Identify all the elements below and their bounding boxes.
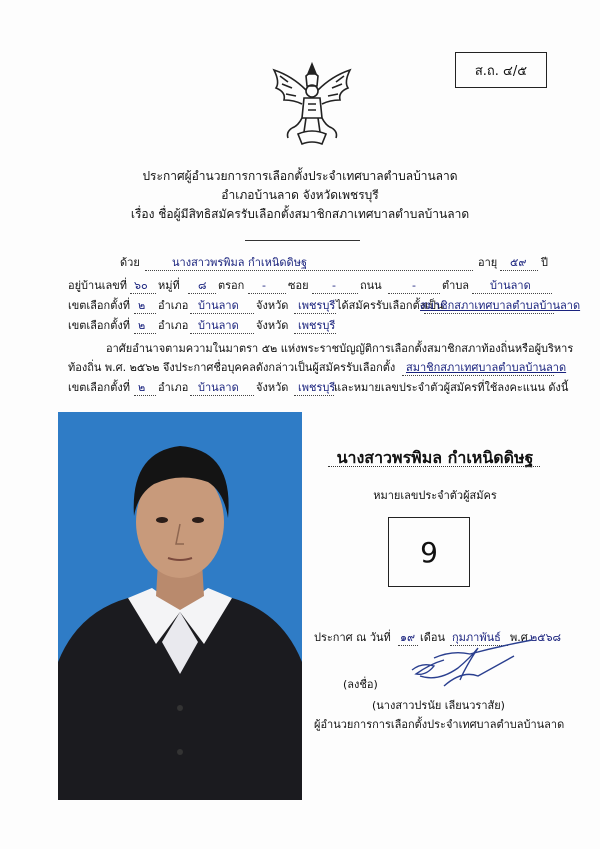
form-code: ส.ถ. ๔/๕ bbox=[474, 63, 528, 79]
dotted-line bbox=[294, 333, 336, 334]
dotted-line bbox=[190, 333, 254, 334]
zone-label: เขตเลือกตั้งที่ bbox=[68, 299, 130, 312]
dotted-line bbox=[145, 270, 473, 271]
announce-day: ๑๙ bbox=[400, 631, 416, 644]
year-label: ปี bbox=[541, 256, 548, 269]
legal-basis-line-1: อาศัยอำนาจตามความในมาตรา ๕๒ แห่งพระราชบัญญัติการเลือกตั้งสมาชิกสภาท้องถิ่นหรือผู้บริหาร bbox=[106, 342, 574, 355]
trok: - bbox=[262, 279, 266, 292]
dotted-line bbox=[402, 375, 554, 376]
house-no: ๖๐ bbox=[134, 279, 148, 292]
dotted-line bbox=[190, 313, 254, 314]
amphoe: บ้านลาด bbox=[198, 381, 239, 394]
dotted-line bbox=[134, 395, 156, 396]
province-label: จังหวัด bbox=[256, 381, 289, 394]
dotted-line bbox=[130, 293, 156, 294]
amphoe-label: อำเภอ bbox=[158, 299, 189, 312]
announce-date-prefix: ประกาศ ณ วันที่ bbox=[314, 631, 391, 644]
dotted-line bbox=[188, 293, 216, 294]
dotted-line bbox=[328, 466, 540, 467]
candidate-number-caption: หมายเลขประจำตัวผู้สมัคร bbox=[373, 489, 497, 502]
header-divider bbox=[245, 240, 360, 241]
dotted-line bbox=[294, 313, 336, 314]
dotted-line bbox=[472, 293, 552, 294]
zone: ๒ bbox=[138, 381, 146, 394]
candidate-name: นางสาวพรพิมล กำเหนิดดิษฐ bbox=[336, 448, 534, 467]
garuda-emblem-icon bbox=[262, 56, 362, 156]
dotted-line bbox=[388, 293, 440, 294]
signer-name: (นางสาวปรนัย เลียนวราสัย) bbox=[372, 699, 505, 712]
header-subject: เรื่อง ชื่อผู้มีสิทธิสมัครรับเลือกตั้งสมาชิกสภาเทศบาลตำบลบ้านลาด bbox=[130, 207, 470, 221]
signer-title: ผู้อำนวยการการเลือกตั้งประจำเทศบาลตำบลบ้านลาด bbox=[314, 718, 565, 731]
announce-year: ๒๕๖๘ bbox=[530, 631, 562, 644]
dotted-line bbox=[248, 293, 286, 294]
amphoe: บ้านลาด bbox=[198, 299, 239, 312]
amphoe-label: อำเภอ bbox=[158, 319, 189, 332]
house-no-label: อยู่บ้านเลขที่ bbox=[68, 279, 128, 292]
dotted-line bbox=[424, 313, 554, 314]
legal-basis-line-3: และหมายเลขประจำตัวผู้สมัครที่ใช้ลงคะแนน ดังนี้ bbox=[334, 381, 569, 394]
soi-label: ซอย bbox=[288, 279, 309, 292]
zone-label: เขตเลือกตั้งที่ bbox=[68, 381, 130, 394]
road-label: ถนน bbox=[360, 279, 382, 292]
candidate-photo bbox=[58, 412, 302, 800]
candidate-number-box bbox=[388, 517, 470, 587]
dotted-line bbox=[190, 395, 254, 396]
amphoe-label: อำเภอ bbox=[158, 381, 189, 394]
tambon-label: ตำบล bbox=[442, 279, 470, 292]
portrait-image bbox=[58, 412, 302, 800]
header-line-2: อำเภอบ้านลาด จังหวัดเพชรบุรี bbox=[221, 188, 379, 202]
announce-month: กุมภาพันธ์ bbox=[452, 631, 501, 644]
month-label: เดือน bbox=[420, 631, 446, 644]
province: เพชรบุรี bbox=[298, 299, 336, 312]
applicant-name: นางสาวพรพิมล กำเหนิดดิษฐ bbox=[172, 256, 308, 269]
amphoe: บ้านลาด bbox=[198, 319, 239, 332]
dotted-line bbox=[500, 270, 538, 271]
position: สมาชิกสภาเทศบาลตำบลบ้านลาด bbox=[406, 361, 567, 374]
candidate-number: 9 bbox=[420, 535, 438, 569]
age-label: อายุ bbox=[478, 256, 498, 269]
soi: - bbox=[332, 279, 336, 292]
signature-icon bbox=[400, 636, 540, 696]
province: เพชรบุรี bbox=[298, 319, 336, 332]
applied-label: ได้สมัครรับเลือกตั้งเป็น bbox=[336, 299, 444, 312]
header-line-1: ประกาศผู้อำนวยการการเลือกตั้งประจำเทศบาลตำบลบ้านลาด bbox=[142, 169, 458, 183]
tambon: บ้านลาด bbox=[490, 279, 531, 292]
dotted-line bbox=[134, 333, 156, 334]
zone-label: เขตเลือกตั้งที่ bbox=[68, 319, 130, 332]
road: - bbox=[412, 279, 416, 292]
applicant-age: ๕๙ bbox=[510, 256, 527, 269]
year-label: พ.ศ. bbox=[510, 631, 532, 644]
moo: ๘ bbox=[198, 279, 207, 292]
province: เพชรบุรี bbox=[298, 381, 336, 394]
province-label: จังหวัด bbox=[256, 299, 289, 312]
zone: ๒ bbox=[138, 299, 146, 312]
zone: ๒ bbox=[138, 319, 146, 332]
province-label: จังหวัด bbox=[256, 319, 289, 332]
sign-label: (ลงชื่อ) bbox=[343, 678, 378, 691]
form-code-box bbox=[455, 52, 547, 88]
trok-label: ตรอก bbox=[218, 279, 245, 292]
intro-word: ด้วย bbox=[120, 256, 140, 269]
legal-basis-line-2: ท้องถิ่น พ.ศ. ๒๕๖๒ จึงประกาศชื่อบุคคลดังกล่าวเป็นผู้สมัครรับเลือกตั้ง bbox=[68, 361, 396, 374]
position: สมาชิกสภาเทศบาลตำบลบ้านลาด bbox=[420, 299, 581, 312]
dotted-line bbox=[294, 395, 334, 396]
moo-label: หมู่ที่ bbox=[158, 279, 180, 292]
dotted-line bbox=[134, 313, 156, 314]
dotted-line bbox=[312, 293, 358, 294]
